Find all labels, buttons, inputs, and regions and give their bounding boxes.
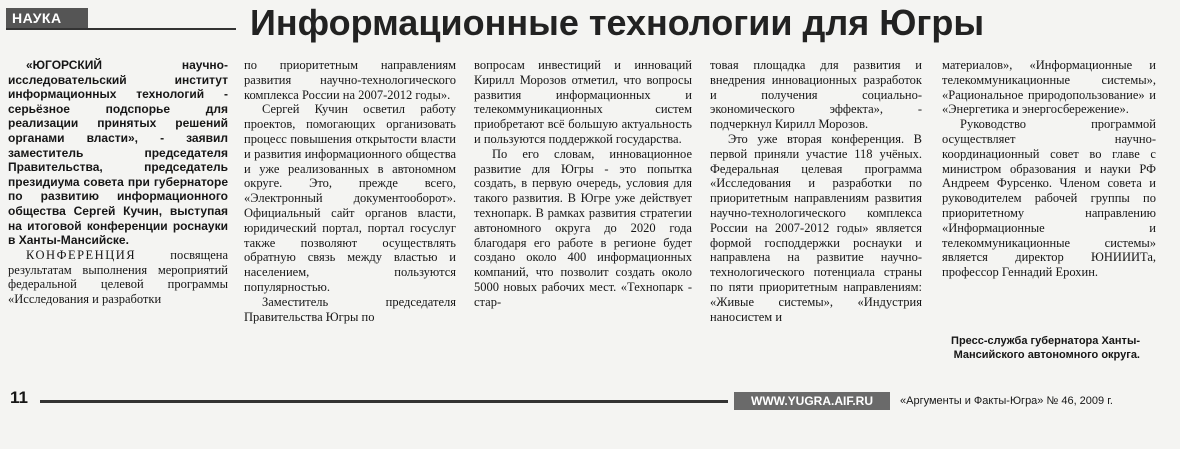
paragraph: Заместитель председателя Правительства Югры по xyxy=(244,294,456,324)
page-number: 11 xyxy=(10,388,28,407)
column-4 xyxy=(710,58,922,378)
lead-paragraph: «ЮГОРСКИЙ научно-исследовательский институт информационных технологий - серьёзное подспорье для реализации принятых решений органами власти», - заявил заместитель председателя Правительства, председатель президиума совета при губернаторе по развитию информационного общества Сергей Кучин, выступая на итоговой конференции роснауки в Ханты-Мансийске. xyxy=(8,58,228,248)
paragraph: материалов», «Информационные и телекоммуникационные системы», «Рациональное природопользование» и «Энергетика и энергосбережение». xyxy=(942,58,1156,117)
paragraph-text: посвящена результатам выполнения мероприятий федеральной целевой программы «Исследования и разработки xyxy=(8,247,228,307)
column-1 xyxy=(8,58,228,378)
paragraph: вопросам инвестиций и инноваций Кирилл Морозов отметил, что вопросы развития информационных и телекоммуникационных систем приобретают всё большую актуальность и пользуются поддержкой государства. xyxy=(474,58,692,146)
rubric-rule xyxy=(6,28,236,30)
issue-info: «Аргументы и Факты-Югра» № 46, 2009 г. xyxy=(900,395,1113,407)
column-2 xyxy=(244,58,456,378)
paragraph: По его словам, инновационное развитие для Югры - это попытка создать, в первую очередь, условия для такого развития. В Югре уже действует технопарк. В рамках развития стратегии автономного округа до 2020 года благодаря его работе в регионе будет создано около 400 информационных компаний, что позволит создать около 5000 новых рабочих мест. «Технопарк - стар- xyxy=(474,146,692,309)
kicker-word: КОНФЕРЕНЦИЯ xyxy=(26,247,137,262)
site-url[interactable]: WWW.YUGRA.AIF.RU xyxy=(734,392,890,410)
column-5 xyxy=(942,58,1156,330)
rubric-label: НАУКА xyxy=(6,8,88,28)
press-credit: Пресс-служба губернатора Ханты-Мансийского автономного округа. xyxy=(951,335,1140,361)
paragraph: Сергей Кучин осветил работу проектов, помогающих организовать процесс повышения открытости власти и развития информационного общества и уже реализованных в автономном округе. Это, прежде всего, «Электронный документооборот». Официальный сайт органов власти, юридический портал, портал госуслуг также позволяют осуществлять обратную связь между властью и населением, пользуются популярностью. xyxy=(244,102,456,294)
paragraph: Это уже вторая конференция. В первой приняли участие 118 учёных. Федеральная целевая программа «Исследования и разработки по приоритетным направлениям развития научно-технологического комплекса России на 2007-2012 годы» является формой господдержки роснауки и направлена на развитие научно-технологического потенциала страны по пяти приоритетным направлениям: «Живые системы», «Индустрия наносистем и xyxy=(710,131,922,324)
paragraph: по приоритетным направлениям развития научно-технологического комплекса России на 2007-2012 годы». xyxy=(244,58,456,102)
article-headline: Информационные технологии для Югры xyxy=(250,2,985,43)
paragraph: Руководство программой осуществляет научно-координационный совет во главе с министром образования и науки РФ Андреем Фурсенко. Членом совета и руководителем рабочей группы по приоритетному направлению «Информационные и телекоммуникационные системы» является директор ЮНИИИТа, профессор Геннадий Ерохин. xyxy=(942,117,1156,280)
column-3 xyxy=(474,58,692,378)
paragraph xyxy=(8,248,228,307)
paragraph: товая площадка для развития и внедрения инновационных разработок и получения социально-экономического эффекта», - подчеркнул Кирилл Морозов. xyxy=(710,58,922,132)
footer-rule xyxy=(40,400,728,403)
